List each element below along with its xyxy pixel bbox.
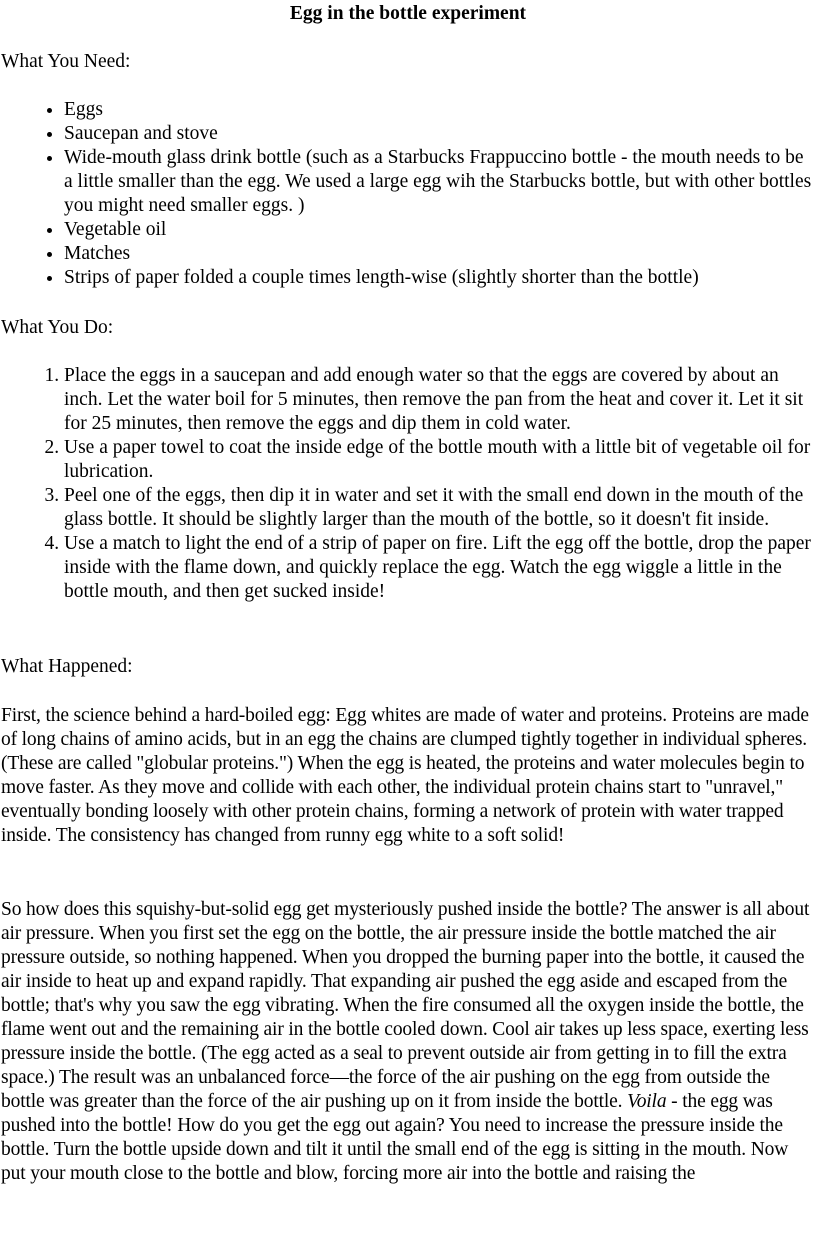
what-you-need-heading: What You Need: xyxy=(1,51,131,72)
paragraph-text: - the egg was pushed into the bottle! How do you get the egg out again? You need to increase the pressure inside the bottle. Turn the bottle upside down and tilt it until the small end of the egg is sitting in the mouth. Now put your mouth close to the bottle and blow, forcing more air into the bottle and raising the xyxy=(1,1091,789,1184)
science-paragraph: First, the science behind a hard-boiled egg: Egg whites are made of water and proteins. Proteins are made of long chains of amino acids, but in an egg the chains are clumped tightly together in individual spheres. (These are called "globular proteins.") When the egg is heated, the proteins and water molecules begin to move faster. As they move and collide with each other, the individual protein chains start to "unravel," eventually bonding loosely with other protein chains, forming a network of protein with water trapped inside. The consistency has changed from runny egg white to a soft solid! xyxy=(1,705,809,846)
list-item: 2. Use a paper towel to coat the inside edge of the bottle mouth with a little bit of vegetable oil for lubrication. xyxy=(64,436,816,484)
list-item: • Eggs xyxy=(64,98,816,122)
steps-list xyxy=(0,364,816,604)
list-item: • Wide-mouth glass drink bottle (such as a Starbucks Frappuccino bottle - the mouth needs to be a little smaller than the egg. We used a large egg wih the Starbucks bottle, but with other bottles you might need smaller eggs. ) xyxy=(64,146,816,218)
what-happened-heading: What Happened: xyxy=(1,656,133,677)
list-item: • Vegetable oil xyxy=(64,218,816,242)
paragraph-text: So how does this squishy-but-solid egg get mysteriously pushed inside the bottle? The answer is all about air pressure. When you first set the egg on the bottle, the air pressure inside the bottle matched the air pressure outside, so nothing happened. When you dropped the burning paper into the bottle, it caused the air inside to heat up and expand rapidly. That expanding air pushed the egg aside and escaped from the bottle; that's why you saw the egg vibrating. When the fire consumed all the oxygen inside the bottle, the flame went out and the remaining air in the bottle cooled down. Cool air takes up less space, exerting less pressure inside the bottle. (The egg acted as a seal to prevent outside air from getting in to fill the extra space.) The result was an unbalanced force—the force of the air pushing on the egg from outside the bottle was greater than the force of the air pushing up on it from inside the bottle. xyxy=(1,899,810,1112)
list-item: • Matches xyxy=(64,242,816,266)
what-you-do-heading: What You Do: xyxy=(1,317,114,338)
air-pressure-paragraph xyxy=(1,898,816,1186)
list-item: 4. Use a match to light the end of a strip of paper on fire. Lift the egg off the bottle, drop the paper inside with the flame down, and quickly replace the egg. Watch the egg wiggle a little in the bottle mouth, and then get sucked inside! xyxy=(64,532,816,604)
document-title: Egg in the bottle experiment xyxy=(289,3,527,24)
paragraph-italic-text: Voila xyxy=(627,1091,667,1112)
list-item: 1. Place the eggs in a saucepan and add enough water so that the eggs are covered by about an inch. Let the water boil for 5 minutes, then remove the pan from the heat and cover it. Let it sit for 25 minutes, then remove the eggs and dip them in cold water. xyxy=(64,364,816,436)
list-item: 3. Peel one of the eggs, then dip it in water and set it with the small end down in the mouth of the glass bottle. It should be slightly larger than the mouth of the bottle, so it doesn't fit inside. xyxy=(64,484,816,532)
list-item: • Saucepan and stove xyxy=(64,122,816,146)
materials-list xyxy=(0,98,816,290)
list-item: • Strips of paper folded a couple times length-wise (slightly shorter than the bottle) xyxy=(64,266,816,290)
